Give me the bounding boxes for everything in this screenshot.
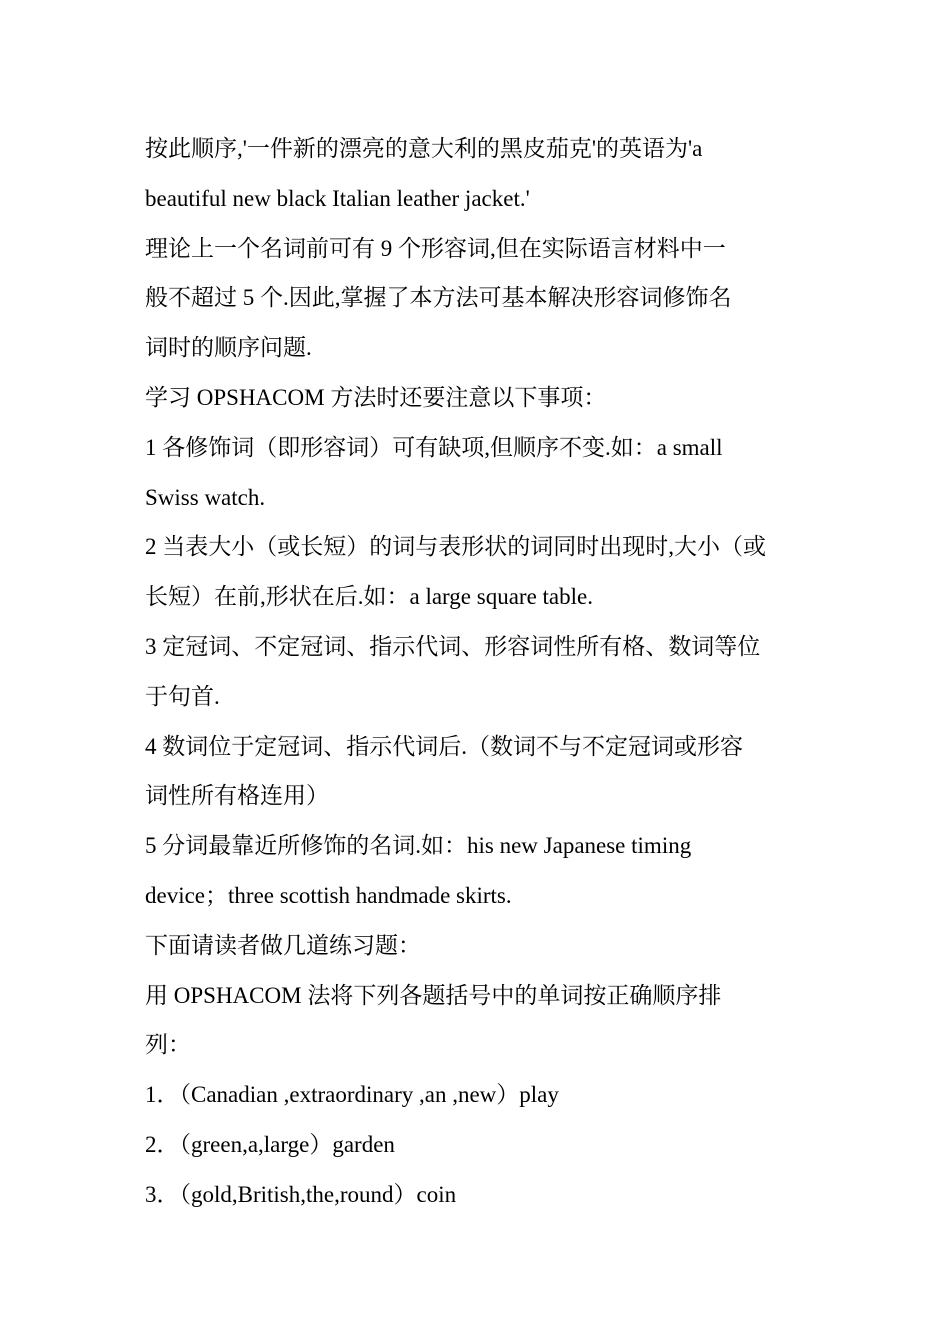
text-line: 于句首. bbox=[145, 683, 220, 709]
text-line: 2 当表大小（或长短）的词与表形状的词同时出现时,大小（或 bbox=[145, 534, 766, 560]
list-item-note-4 bbox=[145, 722, 815, 822]
exercise-item-3 bbox=[145, 1170, 815, 1220]
list-item-note-1 bbox=[145, 423, 815, 523]
list-item-note-2 bbox=[145, 522, 815, 622]
list-item-note-5 bbox=[145, 821, 815, 921]
text-line: 3．（gold,British,the,round）coin bbox=[145, 1181, 457, 1207]
text-line: 1 各修饰词（即形容词）可有缺项,但顺序不变.如：a small bbox=[145, 434, 723, 460]
text-line: 词时的顺序问题. bbox=[145, 335, 312, 361]
text-line: 按此顺序,'一件新的漂亮的意大利的黑皮茄克'的英语为'a bbox=[145, 136, 703, 161]
paragraph-theory-note bbox=[145, 224, 815, 373]
text-line: 2．（green,a,large）garden bbox=[145, 1131, 395, 1157]
text-line: beautiful new black Italian leather jacket.' bbox=[145, 185, 530, 211]
text-line: 3 定冠词、不定冠词、指示代词、形容词性所有格、数词等位 bbox=[145, 633, 761, 659]
exercise-item-1 bbox=[145, 1070, 815, 1120]
text-line: 下面请读者做几道练习题： bbox=[145, 932, 421, 958]
text-line: 长短）在前,形状在后.如：a large square table. bbox=[145, 584, 593, 610]
text-line: Swiss watch. bbox=[145, 484, 266, 510]
text-line: 般不超过 5 个.因此,掌握了本方法可基本解决形容词修饰名 bbox=[145, 285, 732, 311]
document-body bbox=[145, 124, 815, 1220]
paragraph-order-example bbox=[145, 124, 815, 224]
paragraph-notes-heading bbox=[145, 373, 815, 423]
list-item-note-3 bbox=[145, 622, 815, 722]
text-line: 列： bbox=[145, 1032, 191, 1058]
text-line: 5 分词最靠近所修饰的名词.如：his new Japanese timing bbox=[145, 833, 692, 859]
paragraph-exercise-intro bbox=[145, 921, 815, 971]
text-line: 词性所有格连用） bbox=[145, 783, 329, 809]
text-line: 4 数词位于定冠词、指示代词后.（数词不与不定冠词或形容 bbox=[145, 733, 743, 759]
text-line: 理论上一个名词前可有 9 个形容词,但在实际语言材料中一 bbox=[145, 235, 726, 261]
text-line: device；three scottish handmade skirts. bbox=[145, 882, 512, 908]
text-line: 1．（Canadian ,extraordinary ,an ,new）play bbox=[145, 1082, 559, 1108]
text-line: 用 OPSHACOM 法将下列各题括号中的单词按正确顺序排 bbox=[145, 982, 722, 1008]
exercise-item-2 bbox=[145, 1120, 815, 1170]
text-line: 学习 OPSHACOM 方法时还要注意以下事项： bbox=[145, 384, 607, 410]
paragraph-exercise-instruction bbox=[145, 971, 815, 1071]
